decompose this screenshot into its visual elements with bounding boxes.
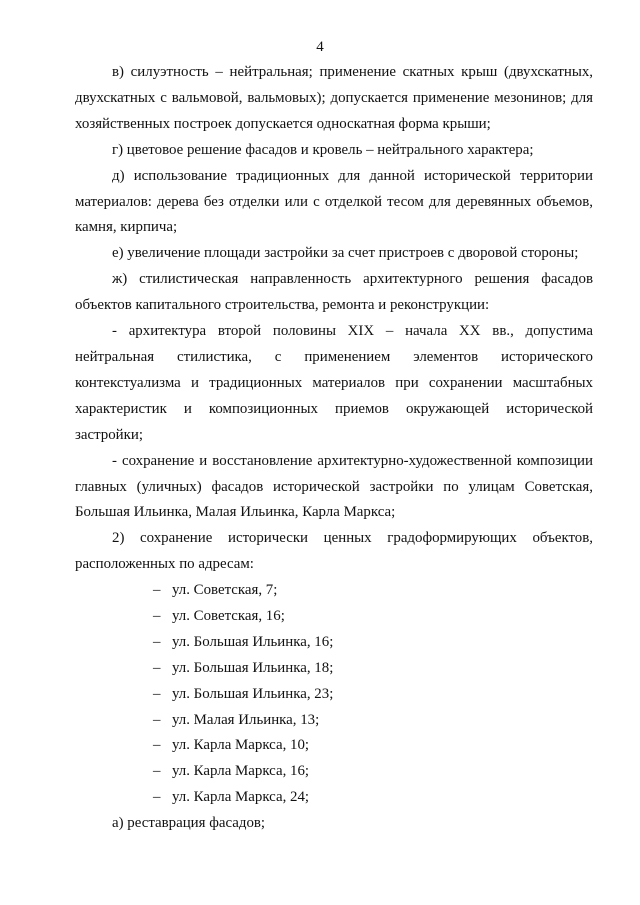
- address-text: ул. Малая Ильинка, 13;: [172, 711, 320, 728]
- list-item: [153, 708, 593, 734]
- address-list: [75, 578, 593, 811]
- list-item: [153, 630, 593, 656]
- list-dash: –: [153, 789, 161, 806]
- paragraph-architecture-period: - архитектура второй половины XIX – начала XX вв., допустима нейтральная стилистика, с применением элементов исторического контекстуализма и традиционных материалов при сохранении масштабных характеристик и композиционных приемов окружающей исторической застройки;: [75, 323, 593, 443]
- address-text: ул. Советская, 7;: [172, 582, 278, 599]
- address-text: ул. Карла Маркса, 10;: [172, 737, 310, 754]
- list-dash: –: [153, 737, 161, 754]
- paragraph-valuable-objects: 2) сохранение исторически ценных градоформирующих объектов, расположенных по адресам:: [75, 530, 593, 573]
- paragraph-silhouette: в) силуэтность – нейтральная; применение скатных крыш (двухскатных, двухскатных с вальмовой, вальмовых); допускается применение мезонинов; для хозяйственных построек допускается односкатная форма крыши;: [75, 64, 593, 132]
- list-dash: –: [153, 711, 161, 728]
- address-text: ул. Большая Ильинка, 23;: [172, 685, 334, 702]
- paragraph-stylistic-direction: ж) стилистическая направленность архитектурного решения фасадов объектов капитального строительства, ремонта и реконструкции:: [75, 271, 593, 314]
- list-item: [153, 656, 593, 682]
- list-item: [153, 682, 593, 708]
- list-item: [153, 604, 593, 630]
- paragraph-traditional-materials: д) использование традиционных для данной исторической территории материалов: дерева без отделки или с отделкой тесом для деревянных объемов, камня, кирпича;: [75, 167, 593, 236]
- address-text: ул. Карла Маркса, 24;: [172, 789, 310, 806]
- address-text: ул. Советская, 16;: [172, 608, 285, 625]
- list-dash: –: [153, 633, 161, 650]
- list-dash: –: [153, 608, 161, 625]
- address-text: ул. Большая Ильинка, 18;: [172, 659, 334, 676]
- list-item: [153, 733, 593, 759]
- address-text: ул. Карла Маркса, 16;: [172, 763, 310, 780]
- list-item: [153, 785, 593, 811]
- paragraph-building-area: е) увеличение площади застройки за счет пристроев с дворовой стороны;: [112, 245, 579, 262]
- list-dash: –: [153, 685, 161, 702]
- list-item: [153, 759, 593, 785]
- paragraph-facade-preservation: - сохранение и восстановление архитектурно-художественной композиции главных (уличных) фасадов исторической застройки по улицам Советская, Большая Ильинка, Малая Ильинка, Карла Маркса;: [75, 452, 593, 521]
- list-dash: –: [153, 582, 161, 599]
- paragraph-color-solution: г) цветовое решение фасадов и кровель – нейтрального характера;: [112, 141, 534, 158]
- list-dash: –: [153, 659, 161, 676]
- paragraph-facade-restoration: а) реставрация фасадов;: [112, 815, 266, 832]
- list-dash: –: [153, 763, 161, 780]
- document-body: [75, 60, 593, 837]
- page-number: 4: [316, 39, 324, 55]
- list-item: [153, 578, 593, 604]
- address-text: ул. Большая Ильинка, 16;: [172, 633, 334, 650]
